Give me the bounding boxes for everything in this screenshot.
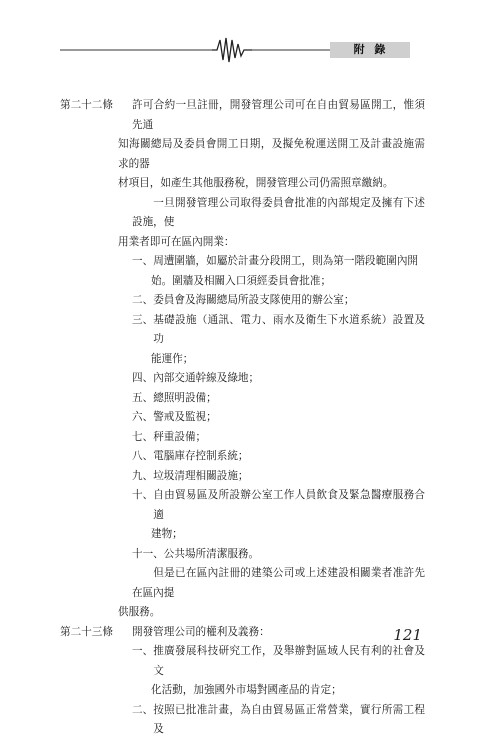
article-22-first-line [60, 96, 425, 135]
paragraph-line: 用業者即可在區內開業： [118, 235, 235, 248]
paragraph-line: 一旦開發管理公司取得委員會批准的內部規定及擁有下述設施，使 [132, 196, 425, 228]
list-item [60, 486, 425, 525]
item-text: 自由貿易區及所設辦公室工作人員飲食及緊急醫療服務合適 [153, 489, 425, 521]
list-item [60, 701, 425, 740]
item-text: 總照明設備； [153, 391, 217, 404]
item-text: 內部交通幹線及綠地； [153, 372, 260, 384]
list-item [60, 291, 425, 311]
article-text-line: 知海關總局及委員會開工日期，及擬免稅運送開工及計畫設施需求的器 [118, 138, 425, 170]
list-item [60, 545, 425, 565]
item-number: 九、 [132, 469, 154, 482]
article-number: 第二十三條 [60, 625, 113, 638]
item-number: 十一、 [132, 547, 164, 560]
item-text: 周遭圍牆，如屬於計畫分段開工，則為第一階段範圍內開 [153, 255, 419, 267]
page-header [0, 0, 480, 70]
item-text-continuation: 建物； [151, 528, 183, 540]
article-text-line: 材項目，如產生其他服務稅，開發管理公司仍需照章繳納。 [118, 177, 394, 189]
list-item [60, 428, 425, 448]
item-text: 垃圾清理相關設施； [153, 469, 249, 482]
item-number: 一、 [132, 255, 154, 267]
list-item [60, 389, 425, 409]
list-item [60, 369, 425, 389]
list-item [60, 447, 425, 467]
item-text: 委員會及海關總局所設支隊使用的辦公室； [153, 294, 355, 306]
section-label: 附 錄 [353, 43, 389, 56]
item-number: 二、 [132, 703, 154, 716]
item-text: 按照已批准計畫，為自由貿易區正常營業，實行所需工程及 [153, 703, 425, 735]
list-item [60, 642, 425, 681]
item-text: 電腦庫存控制系統； [153, 450, 249, 462]
item-text: 秤重設備； [153, 430, 207, 443]
item-text: 推廣發展科技研究工作，及舉辦對區域人民有利的社會及文 [153, 645, 425, 677]
item-number: 十、 [132, 489, 154, 501]
item-text-continuation: 化活動，加強國外市場對國產品的肯定； [151, 684, 342, 696]
item-number: 六、 [132, 411, 154, 423]
item-number: 四、 [132, 372, 154, 384]
document-body [60, 96, 425, 740]
paragraph-line: 供服務。 [118, 606, 161, 618]
item-text-continuation: 能運作； [151, 352, 194, 365]
list-item [60, 467, 425, 487]
list-item [60, 252, 425, 272]
item-number: 三、 [132, 313, 154, 326]
item-text: 警戒及監視； [153, 411, 217, 423]
article-text: 開發管理公司的權利及義務： [132, 625, 270, 638]
item-number: 一、 [132, 645, 154, 657]
item-text-continuation: 始。圍牆及相關入口須經委員會批准； [151, 274, 332, 287]
article-text: 許可合約一旦註冊，開發管理公司可在自由貿易區開工，惟須先通 [132, 99, 425, 131]
list-item [60, 408, 425, 428]
item-text: 基礎設施（通訊、電力、雨水及衛生下水道系統）設置及功 [153, 313, 425, 345]
item-text: 公共場所清潔服務。 [163, 547, 260, 560]
list-item [60, 311, 425, 350]
item-number: 八、 [132, 450, 154, 462]
article-number: 第二十二條 [60, 99, 113, 111]
page-number: 121 [393, 626, 422, 644]
article-23-first-line [60, 623, 425, 643]
paragraph-line: 但是已在區內註冊的建築公司或上述建設相關業者准許先在區內提 [132, 567, 425, 599]
item-number: 七、 [132, 430, 154, 443]
item-number: 二、 [132, 294, 154, 306]
header-ornament [0, 0, 480, 70]
item-number: 五、 [132, 391, 154, 404]
